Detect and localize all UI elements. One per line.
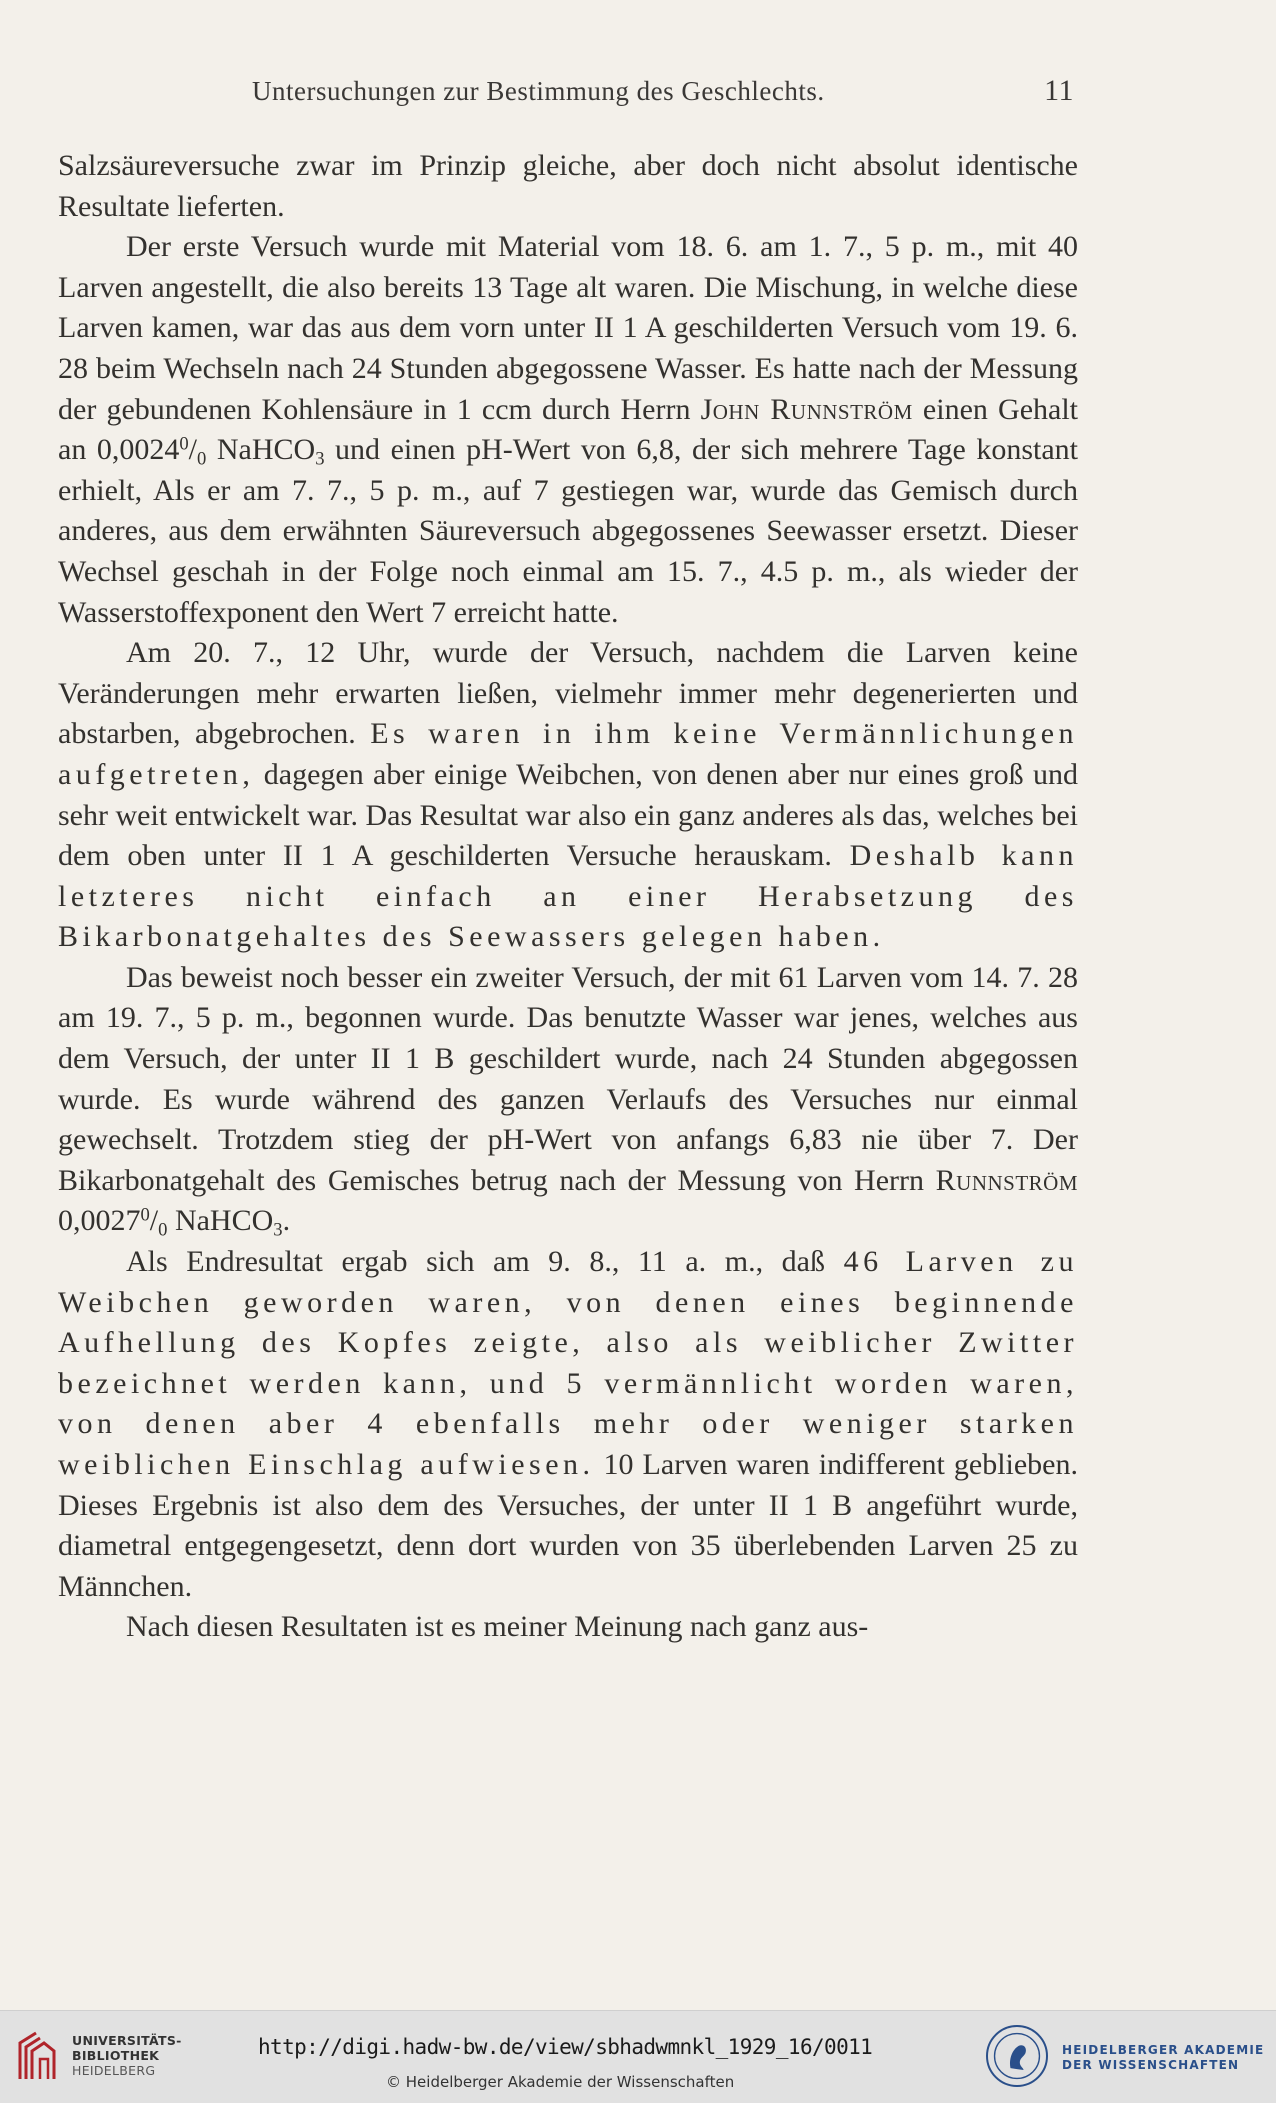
running-header: [252, 76, 1074, 120]
text-run: Das beweist noch besser ein zweiter Versuch, der mit 61 Larven vom 14. 7. 28 am 19. 7., 5 p. m., begonnen wurde. Das benutzte Wasser war jenes, welches aus dem Versuch, der unter II 1 B geschildert wurde, nach 24 Stunden abgegossen wurde. Es wurde während des ganzen Verlaufs des Versuches nur einmal gewechselt. Trotzdem stieg der pH-Wert von anfangs 6,83 nie über 7. Der Bikarbonatgehalt des Gemisches betrug nach der Messung von Herrn: [58, 960, 1078, 1197]
spaced-emphasis: Deshalb kann letzteres nicht einfach an einer Herabsetzung des Bikarbonatgehaltes des Seewassers gelegen haben.: [58, 839, 1078, 954]
text-run: und einen pH-Wert von 6,8, der sich mehrere Tage konstant erhielt, Als er am 7. 7., 5 p. m., auf 7 gestiegen war, wurde das Gemisch durch anderes, aus dem erwähnten Säureversuch abgegossenes Seewasser ersetzt. Dieser Wechsel geschah in der Folge noch einmal am 15. 7., 4.5 p. m., als wieder der Wasserstoffexponent den Wert 7 erreicht hatte.: [58, 433, 1078, 629]
running-title: Untersuchungen zur Bestimmung des Geschlechts.: [252, 76, 825, 106]
text-run: Der erste Versuch wurde mit Material vom 18. 6. am 1. 7., 5 p. m., mit 40 Larven angestellt, die also bereits 13 Tage alt waren. Die Mischung, in welche diese Larven kamen, war das aus dem vorn unter II 1 A geschilderten Versuch vom 19. 6. 28 beim Wechseln nach 24 Stunden abgegossene Wasser. Es hatte nach der Messung der gebundenen Kohlensäure in 1 ccm durch Herrn: [58, 230, 1078, 426]
page-number: 11: [1044, 74, 1074, 107]
paragraph-6: Nach diesen Resultaten ist es meiner Meinung nach ganz aus-: [126, 1610, 869, 1644]
viewer-footer: [0, 2010, 1276, 2103]
per-mille-sup: 0: [179, 433, 189, 455]
copyright-notice: © Heidelberger Akademie der Wissenschaften: [386, 2073, 735, 2091]
chemical-subscript: 3: [315, 448, 325, 470]
per-mille-sub: 0: [158, 1220, 168, 1242]
per-mille-sub: 0: [197, 448, 207, 470]
spaced-emphasis: 46 Larven zu Weibchen geworden waren, von denen eines beginnende Aufhellung des Kopfes zeigte, also als weiblicher Zwitter bezeichnet werden kann, und 5 vermännlicht worden waren, von denen aber 4 ebenfalls mehr oder weniger starken weiblichen Einschlag aufwiesen.: [58, 1245, 1078, 1481]
spaced-emphasis: Es waren in ihm keine Vermännlichungen aufgetreten,: [58, 717, 1079, 791]
text-run: 10 Larven waren indifferent geblieben. Dieses Ergebnis ist also dem des Versuches, der unter II 1 B angeführt wurde, diametral entgegengesetzt, denn dort wurden von 35 überlebenden Larven 25 zu Männchen.: [58, 1448, 1078, 1603]
library-name: UNIVERSITÄTS- BIBLIOTHEK HEIDELBERG: [72, 2033, 182, 2078]
paragraph-1: Salzsäureversuche zwar im Prinzip gleiche, aber doch nicht absolut identische Resultate lieferten.: [58, 149, 1078, 223]
text-run: Am 20. 7., 12 Uhr, wurde der Versuch, nachdem die Larven keine Veränderungen mehr erwarten ließen, vielmehr immer mehr degenerierten und abstarben, abgebrochen.: [58, 636, 1078, 751]
text-run: Als Endresultat ergab sich am 9. 8., 11 a. m., daß: [126, 1245, 844, 1279]
paragraph-3: [58, 633, 1078, 958]
chemical-subscript: 3: [273, 1220, 283, 1242]
person-name: John Runnström: [700, 392, 913, 426]
text-run: dagegen aber einige Weibchen, von denen aber nur eines groß und sehr weit entwickelt war. Das Resultat war also ein ganz anderes als das, welches bei dem oben unter II 1 A geschilderten Versuche herauskam.: [58, 757, 1078, 873]
text-run: .: [282, 1204, 291, 1238]
fraction-slash: /: [188, 433, 198, 467]
chemical-formula: NaHCO: [216, 433, 316, 467]
person-name: Runnström: [935, 1163, 1078, 1197]
body-text: [58, 146, 1078, 1648]
text-run: einen Gehalt an 0,0024: [58, 392, 1079, 467]
paragraph-5: [58, 1242, 1078, 1607]
permalink[interactable]: http://digi.hadw-bw.de/view/sbhadwmnkl_1929_16/0011: [258, 2035, 873, 2059]
academy-seal-icon: [986, 2025, 1048, 2087]
text-run: 0,0027: [58, 1204, 141, 1238]
per-mille-sup: 0: [140, 1205, 150, 1227]
chemical-formula: NaHCO: [167, 1204, 274, 1238]
university-library-logo-icon: [14, 2029, 60, 2085]
academy-name: HEIDELBERGER AKADEMIE DER WISSENSCHAFTEN: [1062, 2043, 1265, 2072]
fraction-slash: /: [149, 1204, 159, 1238]
paragraph-2: [58, 227, 1078, 633]
paragraph-4: [58, 958, 1078, 1242]
